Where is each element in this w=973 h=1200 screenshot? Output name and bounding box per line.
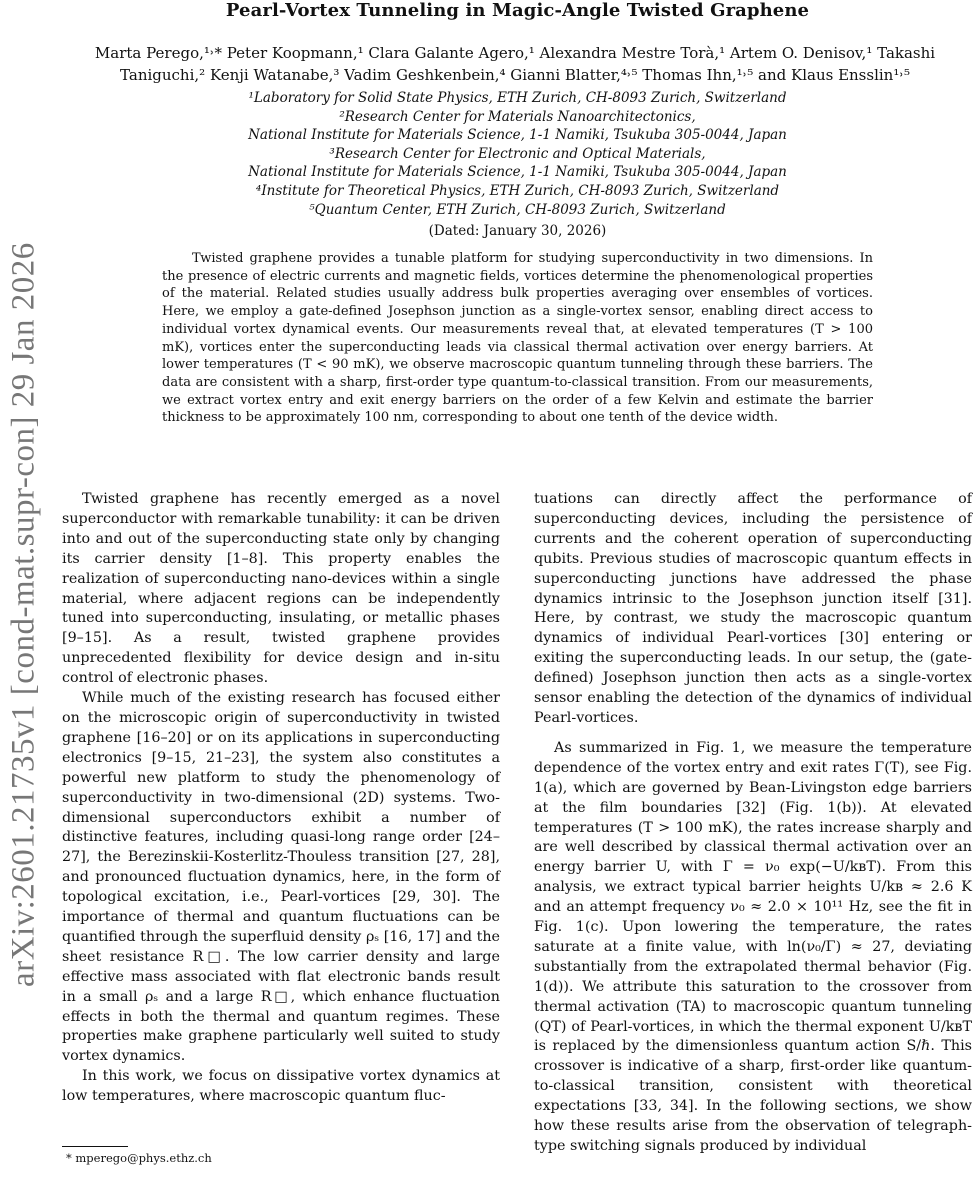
arxiv-identifier: arXiv:2601.21735v1 [cond-mat.supr-con] 29 Jan 2026 bbox=[5, 242, 42, 988]
affiliation: ²Research Center for Materials Nanoarchitectonics, bbox=[339, 108, 696, 125]
body-paragraph: While much of the existing research has focused either on the microscopic origin of superconductivity in twisted graphene [16–20] or on its applications in superconducting electronics [9–15, 21–23], the system also constitutes a powerful new platform to study the phenomenology of superconductivity in two-dimensional (2D) systems. Two-dimensional superconductors exhibit a number of distinctive features, including quasi-long range order [24–27], the Berezinskii-Kosterlitz-Thouless transition [27, 28], and pronounced fluctuation dynamics, here, in the form of topological excitation, i.e., Pearl-vortices [29, 30]. The importance of thermal and quantum fluctuations can be quantified through the superfluid density ρₛ [16, 17] and the sheet resistance R□. The low carrier density and large effective mass associated with flat electronic bands result in a small ρₛ and a large R□, which enhance fluctuation effects in both the thermal and quantum regimes. These properties make graphene particularly well suited to study vortex dynamics. bbox=[62, 690, 500, 1065]
paper-title: Pearl-Vortex Tunneling in Magic-Angle Twisted Graphene bbox=[225, 0, 810, 21]
affiliation: ⁴Institute for Theoretical Physics, ETH Zurich, CH-8093 Zurich, Switzerland bbox=[255, 182, 780, 199]
body-paragraph: tuations can directly affect the performance of superconducting devices, including the persistence of currents and the coherent operation of superconducting qubits. Previous studies of macroscopic quantum effects in superconducting junctions have addressed the phase dynamics intrinsic to the Josephson junction itself [31]. Here, by contrast, we study the macroscopic quantum dynamics of individual Pearl-vortices [30] entering or exiting the superconducting leads. In our setup, the (gate-defined) Josephson junction then acts as a single-vortex sensor enabling the detection of the dynamics of individual Pearl-vortices. bbox=[534, 491, 972, 726]
footnote-divider bbox=[62, 1146, 128, 1147]
affiliation: ³Research Center for Electronic and Optical Materials, bbox=[329, 145, 706, 162]
affiliation: ¹Laboratory for Solid State Physics, ETH Zurich, CH-8093 Zurich, Switzerland bbox=[248, 90, 787, 106]
affiliation: ⁵Quantum Center, ETH Zurich, CH-8093 Zurich, Switzerland bbox=[309, 201, 726, 218]
right-column bbox=[534, 490, 972, 1157]
author-list bbox=[62, 42, 968, 86]
body-paragraph: Twisted graphene has recently emerged as a novel superconductor with remarkable tunability: it can be driven into and out of the superconducting state only by changing its carrier density [1–8]. This property enables the realization of superconducting nano-devices within a single material, where adjacent regions can be independently tuned into superconducting, insulating, or metallic phases [9–15]. As a result, twisted graphene provides unprecedented flexibility for device design and in-situ control of electronic phases. bbox=[62, 491, 500, 687]
left-column bbox=[62, 490, 500, 1107]
footnote-email: * mperego@phys.ethz.ch bbox=[66, 1151, 212, 1165]
body-paragraph: In this work, we focus on dissipative vortex dynamics at low temperatures, where macroscopic quantum fluc- bbox=[62, 1068, 500, 1105]
author-line: Marta Perego,¹˒* Peter Koopmann,¹ Clara Galante Agero,¹ Alexandra Mestre Torà,¹ Artem O. Denisov,¹ Takashi bbox=[94, 44, 936, 62]
affiliation: National Institute for Materials Science, 1-1 Namiki, Tsukuba 305-0044, Japan bbox=[248, 127, 787, 144]
author-line: Taniguchi,² Kenji Watanabe,³ Vadim Geshkenbein,⁴ Gianni Blatter,⁴˒⁵ Thomas Ihn,¹˒⁵ and Klaus Ensslin¹˒⁵ bbox=[120, 66, 910, 84]
affiliation: National Institute for Materials Science, 1-1 Namiki, Tsukuba 305-0044, Japan bbox=[248, 164, 787, 181]
affiliation-list bbox=[150, 89, 885, 219]
abstract: Twisted graphene provides a tunable platform for studying superconductivity in two dimensions. In the presence of electric currents and magnetic fields, vortices determine the phenomenological properties of the material. Related studies usually address bulk properties averaging over ensembles of vortices. Here, we employ a gate-defined Josephson junction as a single-vortex sensor, enabling direct access to individual vortex dynamical events. Our measurements reveal that, at elevated temperatures (T > 100 mK), vortices enter the superconducting leads via classical thermal activation over energy barriers. At lower temperatures (T < 90 mK), we observe macroscopic quantum tunneling through these barriers. The data are consistent with a sharp, first-order type quantum-to-classical transition. From our measurements, we extract vortex entry and exit energy barriers on the order of a few Kelvin and estimate the barrier thickness to be approximately 100 nm, corresponding to about one tenth of the device width. bbox=[162, 251, 873, 426]
date-line: (Dated: January 30, 2026) bbox=[428, 223, 607, 239]
body-paragraph: As summarized in Fig. 1, we measure the temperature dependence of the vortex entry and exit rates Γ(T), see Fig. 1(a), which are governed by Bean-Livingston edge barriers at the film boundaries [32] (Fig. 1(b)). At elevated temperatures (T > 100 mK), the rates increase sharply and are well described by classical thermal activation over an energy barrier U, with Γ = ν₀ exp(−U/kʙT). From this analysis, we extract typical barrier heights U/kʙ ≈ 2.6 K and an attempt frequency ν₀ ≈ 2.0 × 10¹¹ Hz, see the fit in Fig. 1(c). Upon lowering the temperature, the rates saturate at a finite value, with ln(ν₀/Γ) ≈ 27, deviating substantially from the extrapolated thermal behavior (Fig. 1(d)). We attribute this saturation to the crossover from thermal activation (TA) to macroscopic quantum tunneling (QT) of Pearl-vortices, in which the thermal exponent U/kʙT is replaced by the dimensionless quantum action S/ℏ. This crossover is indicative of a sharp, first-order like quantum-to-classical transition, consistent with theoretical expectations [33, 34]. In the following sections, we show how these results arise from the observation of telegraph-type switching signals produced by individual bbox=[534, 739, 972, 1154]
